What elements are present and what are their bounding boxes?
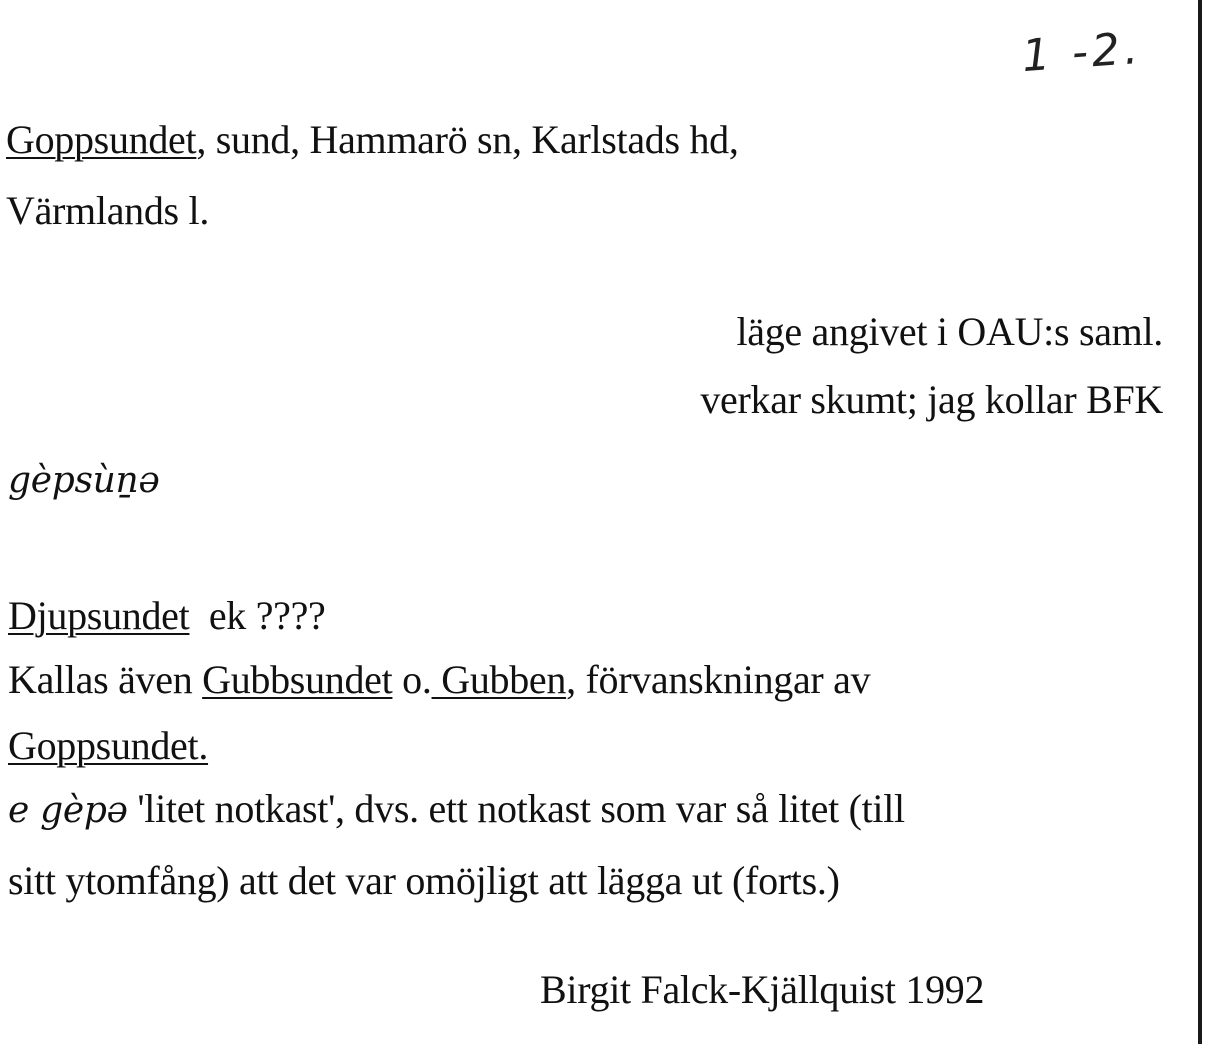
alias-gubben: Gubben bbox=[431, 657, 567, 702]
continuation-line: sitt ytomfång) att det var omöjligt att lägga ut (forts.) bbox=[8, 858, 840, 903]
gloss-line bbox=[8, 785, 905, 835]
goppsundet-line bbox=[8, 722, 208, 770]
alias-line bbox=[8, 656, 870, 704]
alias-rest: , förvanskningar av bbox=[566, 657, 871, 702]
entry-name: Goppsundet bbox=[6, 117, 197, 162]
entry-location: , sund, Hammarö sn, Karlstads hd, bbox=[196, 117, 739, 162]
card-number-handwritten: 1 -2. bbox=[1020, 22, 1144, 83]
alias-prefix: Kallas även bbox=[8, 657, 203, 702]
goppsundet-ref: Goppsundet. bbox=[8, 723, 209, 768]
author-signature: Birgit Falck-Kjällquist 1992 bbox=[540, 967, 985, 1012]
entry-line-1 bbox=[6, 116, 739, 164]
second-entry-name: Djupsundet bbox=[8, 593, 190, 638]
phonetic-transcription: gèpsùṉə bbox=[8, 460, 160, 501]
note-line-2: verkar skumt; jag kollar BFK bbox=[700, 377, 1163, 422]
card-right-edge bbox=[1198, 0, 1202, 1044]
second-entry-note: ek ???? bbox=[208, 593, 326, 638]
entry-line-2: Värmlands l. bbox=[6, 188, 210, 233]
phonetic-phrase: e gèpə bbox=[8, 790, 128, 831]
note-line-1: läge angivet i OAU:s saml. bbox=[736, 309, 1163, 354]
alias-joiner: o. bbox=[392, 657, 432, 702]
gloss-text: 'litet notkast', dvs. ett notkast som var så litet (till bbox=[127, 786, 905, 831]
second-entry-line bbox=[8, 592, 326, 640]
alias-gubbsundet: Gubbsundet bbox=[202, 657, 393, 702]
